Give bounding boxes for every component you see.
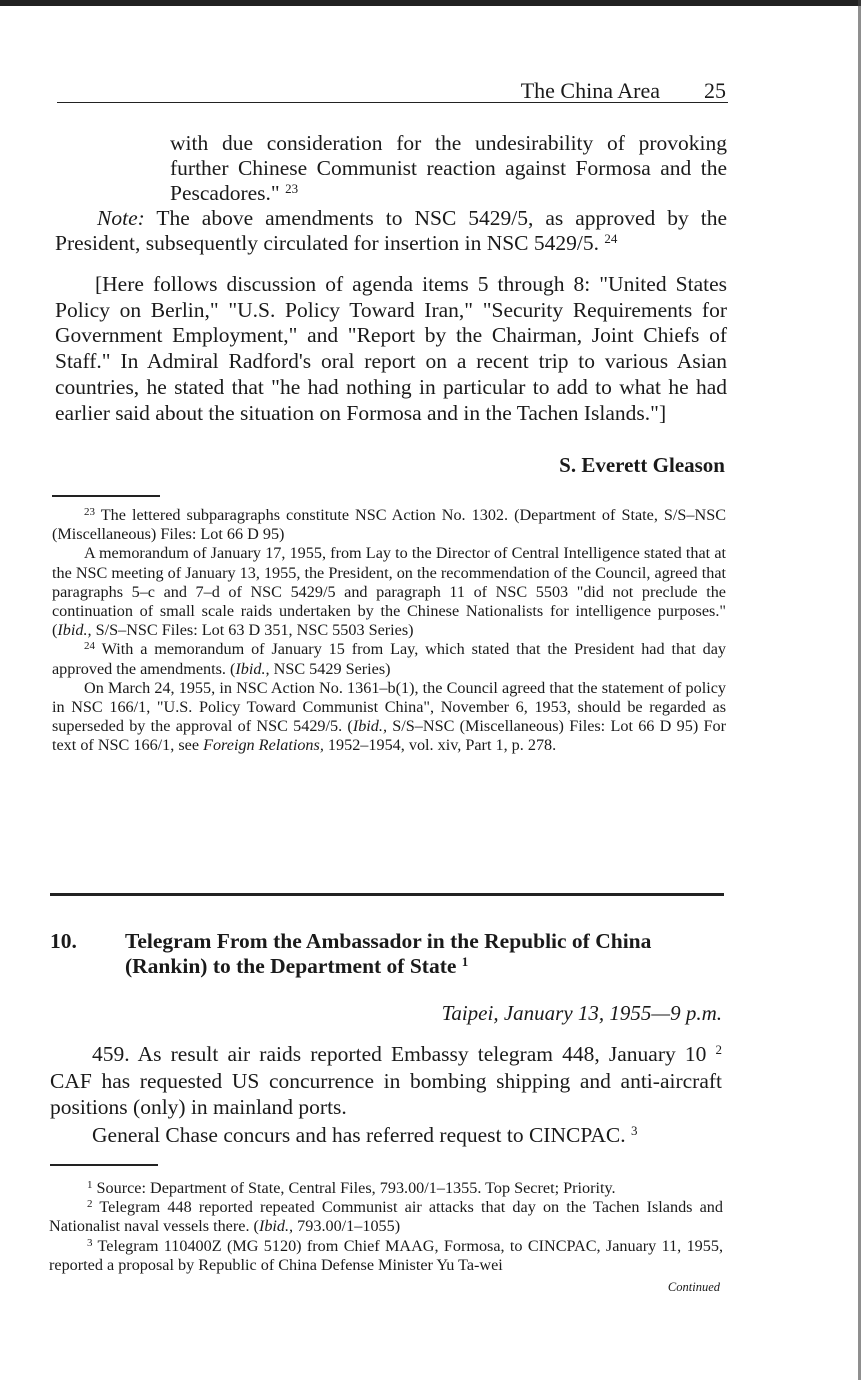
footnote-ref-23: 23 [285, 181, 299, 196]
footnote-text: Source: Department of State, Central Files, 793.00/1–1355. Top Secret; Priority. [92, 1179, 616, 1197]
footnotes-section-top [52, 506, 726, 756]
footnote-mark: 1 [87, 1179, 93, 1191]
footnote-text: NSC 5429 Series) [269, 659, 391, 678]
paragraph-text: General Chase concurs and has referred request to CINCPAC. [92, 1123, 626, 1147]
running-head [57, 76, 728, 103]
footnote-mark: 2 [87, 1198, 93, 1211]
footnote-1 [49, 1179, 723, 1198]
footnote-text: The lettered subparagraphs constitute NSC Action No. 1302. (Department of State, S/S–NSC (Miscellaneous) Files: Lot 66 D 95) [52, 506, 726, 544]
telegram-paragraph-2 [50, 1122, 722, 1149]
footnote-mark: 23 [84, 506, 95, 518]
running-head-title: The China Area [520, 78, 660, 103]
footnote-24 [52, 640, 726, 678]
ibid-citation: Ibid., [57, 621, 92, 640]
footnote-text: S/S–NSC (Miscellaneous) Files: Lot 66 D 95) For text of NSC 166/1, see [52, 717, 726, 755]
ibid-citation: Ibid., [352, 717, 387, 736]
footnote-23-continuation [52, 544, 726, 640]
footnote-text: Telegram 110400Z (MG 5120) from Chief MAAG, Formosa, to CINCPAC, January 11, 1955, reported a proposal by Republic of China Defense Minister Yu Ta-wei [49, 1236, 723, 1274]
page-number: 25 [704, 78, 726, 103]
scan-top-edge [0, 0, 861, 6]
footnote-ref-1: 1 [461, 954, 469, 969]
quote-continuation [170, 131, 727, 206]
quote-text: with due consideration for the undesirability of provoking further Chinese Communist reaction against Formosa and the Pescadores." [170, 131, 727, 205]
footnote-text: With a memorandum of January 15 from Lay, which stated that the President had that day approved the amendments. ( [52, 640, 726, 678]
footnote-ref-2: 2 [715, 1042, 722, 1057]
footnote-text: A memorandum of January 17, 1955, from Lay to the Director of Central Intelligence stated that at the NSC meeting of January 13, 1955, the President, on the recommendation of the Council, agreed that paragraphs 5–c and 7–d of NSC 5429/5 and paragraph 11 of NSC 5503 "did not preclude the continuation of small scale raids undertaken by the Chinese Nationalists for intelligence purposes." ( [52, 544, 726, 640]
editorial-bracketed-text: [Here follows discussion of agenda items 5 through 8: "United States Policy on Berlin," "U.S. Policy Toward Iran," "Security Requirements for Government Employment," and "Report by the Chairman, Joint Chiefs of Staff." In Admiral Radford's oral report on a recent trip to various Asian countries, he stated that "he had nothing in particular to add to what he had earlier said about the situation on Formosa and in the Tachen Islands."] [55, 272, 727, 425]
paragraph-text: CAF has requested US concurrence in bombing shipping and anti-aircraft positions (only) in mainland ports. [50, 1068, 722, 1119]
ibid-citation: Ibid., [258, 1217, 294, 1236]
footnote-text: Telegram 448 reported repeated Communist air attacks that day on the Tachen Islands and Nationalist naval vessels there. ( [49, 1198, 723, 1236]
paragraph-text: 459. As result air raids reported Embassy telegram 448, January 10 [92, 1042, 707, 1066]
document-title [125, 929, 725, 979]
dateline: Taipei, January 13, 1955—9 p.m. [441, 1001, 722, 1025]
footnote-mark: 24 [84, 640, 95, 653]
note-paragraph [55, 206, 727, 256]
footnote-2 [49, 1198, 723, 1236]
section-divider [50, 893, 724, 896]
footnote-text: 793.00/1–1055) [293, 1217, 401, 1236]
footnote-3 [49, 1237, 723, 1275]
ibid-citation: Ibid., [235, 659, 270, 678]
footnote-23 [52, 506, 726, 544]
footnotes-section-bottom [49, 1179, 723, 1275]
note-text: The above amendments to NSC 5429/5, as approved by the President, subsequently circulated for insertion in NSC 5429/5. [55, 206, 727, 255]
footnote-text: S/S–NSC Files: Lot 63 D 351, NSC 5503 Series) [91, 621, 414, 640]
signature: S. Everett Gleason [559, 453, 725, 477]
footnote-ref-24: 24 [604, 231, 618, 246]
footnote-24-continuation [52, 679, 726, 756]
footnote-divider [50, 1164, 158, 1166]
note-label: Note: [97, 206, 145, 230]
publication-title: Foreign Relations, [203, 736, 324, 755]
telegram-paragraph-1 [50, 1041, 722, 1121]
document-title-text: Telegram From the Ambassador in the Republic of China (Rankin) to the Department of State [125, 929, 652, 978]
continued-label: Continued [667, 1280, 720, 1294]
footnote-text: On March 24, 1955, in NSC Action No. 1361–b(1), the Council agreed that the statement of policy in NSC 166/1, "U.S. Policy Toward Communist China", November 6, 1953, should be regarded as superseded by the approval of NSC 5429/5. ( [52, 678, 726, 736]
footnote-text: 1952–1954, vol. xiv, Part 1, p. 278. [323, 736, 557, 755]
document-number: 10. [50, 929, 77, 953]
footnote-mark: 3 [87, 1236, 93, 1249]
footnote-divider [52, 495, 160, 497]
footnote-ref-3: 3 [630, 1123, 638, 1138]
